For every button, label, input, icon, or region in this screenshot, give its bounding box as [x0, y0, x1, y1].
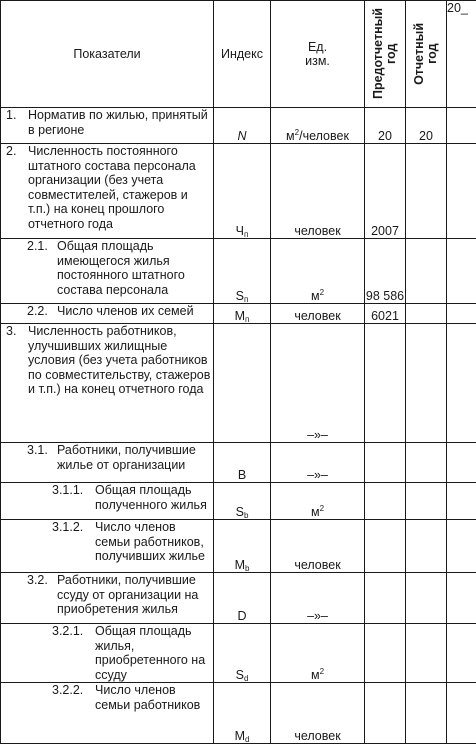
row-indicator — [1, 144, 214, 239]
table-row — [1, 443, 476, 483]
row-index-symbol: В — [238, 468, 246, 482]
row-pre-report-text: 2007 — [371, 224, 399, 238]
row-index — [214, 239, 271, 304]
row-report-value — [406, 520, 447, 573]
row-text: Число членов семьи работников — [95, 683, 213, 712]
row-unit — [271, 108, 365, 144]
row-unit-text: м — [311, 668, 320, 682]
row-unit — [271, 239, 365, 304]
row-text: Численность постоянного штатного состава персонала организации (без учета совместителей, стажеров и т.п.) на конец прошлого отчетного года — [28, 144, 213, 231]
row-unit-text: –»– — [307, 609, 328, 623]
row-index — [214, 443, 271, 483]
row-year-value — [447, 239, 476, 304]
row-pre-report-value — [365, 624, 406, 683]
row-index-subscript: п — [244, 295, 248, 304]
row-unit-superscript: 2 — [320, 504, 324, 513]
row-unit — [271, 443, 365, 483]
table-row — [1, 683, 476, 744]
table-row — [1, 483, 476, 520]
row-index-symbol: М — [235, 309, 245, 323]
header-year-label: 20_ — [447, 1, 476, 108]
row-index — [214, 683, 271, 744]
row-unit-text: человек — [294, 558, 340, 572]
table-header-row — [1, 1, 476, 108]
row-number: 3.2. — [27, 573, 57, 617]
row-unit-text: м — [311, 289, 320, 303]
row-report-value — [406, 573, 447, 624]
row-number: 3.2.2. — [52, 683, 95, 712]
row-unit — [271, 624, 365, 683]
header-report-line1: Отчетный — [412, 23, 426, 85]
row-unit-text: –»– — [307, 428, 328, 442]
row-pre-report-value — [365, 108, 406, 144]
row-year-value — [447, 573, 476, 624]
row-index-subscript: п — [245, 315, 249, 324]
row-index-symbol: Ч — [236, 224, 244, 238]
row-index-symbol: М — [235, 558, 245, 572]
row-unit-superscript: 2 — [295, 128, 299, 137]
row-pre-report-value — [365, 573, 406, 624]
row-year-value — [447, 144, 476, 239]
row-text: Норматив по жилью, принятый в регионе — [28, 108, 213, 137]
row-report-text: 20 — [419, 129, 433, 143]
row-index-symbol: S — [236, 289, 244, 303]
header-unit — [271, 1, 365, 108]
row-report-value — [406, 304, 447, 324]
row-number: 3.2.1. — [52, 624, 95, 682]
table-row — [1, 239, 476, 304]
row-pre-report-value — [365, 324, 406, 443]
row-number: 3.1. — [27, 443, 57, 472]
row-number: 2.1. — [27, 239, 57, 297]
row-index — [214, 573, 271, 624]
row-index-subscript: d — [244, 674, 248, 683]
table-row — [1, 573, 476, 624]
header-pre-report-line1: Предотчетный — [371, 8, 385, 99]
row-indicator — [1, 239, 214, 304]
header-report-year — [406, 1, 447, 108]
row-number: 2.2. — [27, 304, 57, 319]
row-unit — [271, 483, 365, 520]
row-year-value — [447, 483, 476, 520]
row-year-value — [447, 520, 476, 573]
row-report-value — [406, 483, 447, 520]
row-indicator — [1, 483, 214, 520]
row-pre-report-value — [365, 443, 406, 483]
row-year-value — [447, 624, 476, 683]
row-index — [214, 483, 271, 520]
row-report-value — [406, 324, 447, 443]
row-pre-report-value — [365, 304, 406, 324]
row-text: Число членов их семей — [57, 304, 213, 319]
row-pre-report-value — [365, 483, 406, 520]
row-year-value — [447, 443, 476, 483]
row-indicator — [1, 324, 214, 443]
row-number: 3.1.2. — [52, 520, 95, 564]
row-unit-text: человек — [294, 224, 340, 238]
table-row — [1, 520, 476, 573]
row-indicator — [1, 443, 214, 483]
row-year-value — [447, 324, 476, 443]
header-unit-line1: Ед. — [271, 40, 364, 55]
header-report-line2: год — [425, 44, 439, 64]
row-index-symbol: S — [236, 505, 244, 519]
row-text: Работники, получившие ссуду от организации на приобретения жилья — [57, 573, 213, 617]
row-unit-superscript: 2 — [320, 288, 324, 297]
row-index-subscript: b — [245, 564, 249, 573]
row-pre-report-value — [365, 239, 406, 304]
row-year-value — [447, 304, 476, 324]
row-text: Работники, получившие жилье от организации — [57, 443, 213, 472]
row-unit-superscript: 2 — [320, 667, 324, 676]
row-index — [214, 108, 271, 144]
row-report-value — [406, 108, 447, 144]
table-row — [1, 108, 476, 144]
row-index — [214, 144, 271, 239]
table-row — [1, 144, 476, 239]
row-report-value — [406, 443, 447, 483]
row-index — [214, 304, 271, 324]
row-index-subscript: п — [244, 230, 248, 239]
header-pre-report-line2: год — [384, 44, 398, 64]
row-report-value — [406, 624, 447, 683]
row-unit-suffix: /человек — [299, 129, 349, 143]
row-unit-text: м — [286, 129, 295, 143]
row-pre-report-text: 98 586 — [366, 289, 404, 303]
row-unit-text: человек — [294, 729, 340, 743]
row-index-subscript: d — [245, 735, 249, 744]
header-index: Индекс — [214, 1, 271, 108]
header-indicators: Показатели — [1, 1, 214, 108]
row-unit — [271, 144, 365, 239]
header-pre-report-year — [365, 1, 406, 108]
row-number: 2. — [6, 144, 28, 231]
row-index-symbol: М — [235, 729, 245, 743]
row-unit-text: человек — [294, 309, 340, 323]
row-unit-text: –»– — [307, 468, 328, 482]
row-text: Общая площадь имеющегося жилья постоянного штатного состава персонала — [57, 239, 213, 297]
row-pre-report-text: 20 — [378, 129, 392, 143]
row-text: Численность работников, улучшивших жилищные условия (без учета работников по совместительству, стажеров и т.п.) на конец отчетного года — [28, 324, 213, 397]
row-unit — [271, 573, 365, 624]
row-pre-report-value — [365, 520, 406, 573]
row-pre-report-value — [365, 144, 406, 239]
header-unit-line2: изм. — [271, 54, 364, 69]
table-row — [1, 304, 476, 324]
row-indicator — [1, 683, 214, 744]
row-report-value — [406, 683, 447, 744]
row-number: 1. — [6, 108, 28, 137]
table-row — [1, 324, 476, 443]
row-report-value — [406, 239, 447, 304]
row-text: Число членов семьи работников, получивших жилье — [95, 520, 213, 564]
row-indicator — [1, 573, 214, 624]
row-index-symbol: N — [237, 129, 246, 143]
row-unit — [271, 683, 365, 744]
row-year-value — [447, 683, 476, 744]
row-indicator — [1, 108, 214, 144]
row-index — [214, 624, 271, 683]
row-report-value — [406, 144, 447, 239]
row-unit — [271, 520, 365, 573]
row-unit — [271, 304, 365, 324]
row-pre-report-text: 6021 — [371, 309, 399, 323]
row-indicator — [1, 520, 214, 573]
row-index-symbol: S — [236, 668, 244, 682]
row-unit-text: м — [311, 505, 320, 519]
row-indicator — [1, 624, 214, 683]
row-pre-report-value — [365, 683, 406, 744]
row-year-value — [447, 108, 476, 144]
row-number: 3.1.1. — [52, 483, 95, 512]
table-row — [1, 624, 476, 683]
row-text: Общая площадь жилья, приобретенного на ссуду — [95, 624, 213, 682]
row-index — [214, 324, 271, 443]
row-index-symbol: D — [237, 609, 246, 623]
row-unit — [271, 324, 365, 443]
row-indicator — [1, 304, 214, 324]
row-text: Общая площадь полученного жилья — [95, 483, 213, 512]
row-number: 3. — [6, 324, 28, 397]
table-body — [1, 108, 476, 744]
row-index — [214, 520, 271, 573]
row-index-subscript: b — [244, 511, 248, 520]
